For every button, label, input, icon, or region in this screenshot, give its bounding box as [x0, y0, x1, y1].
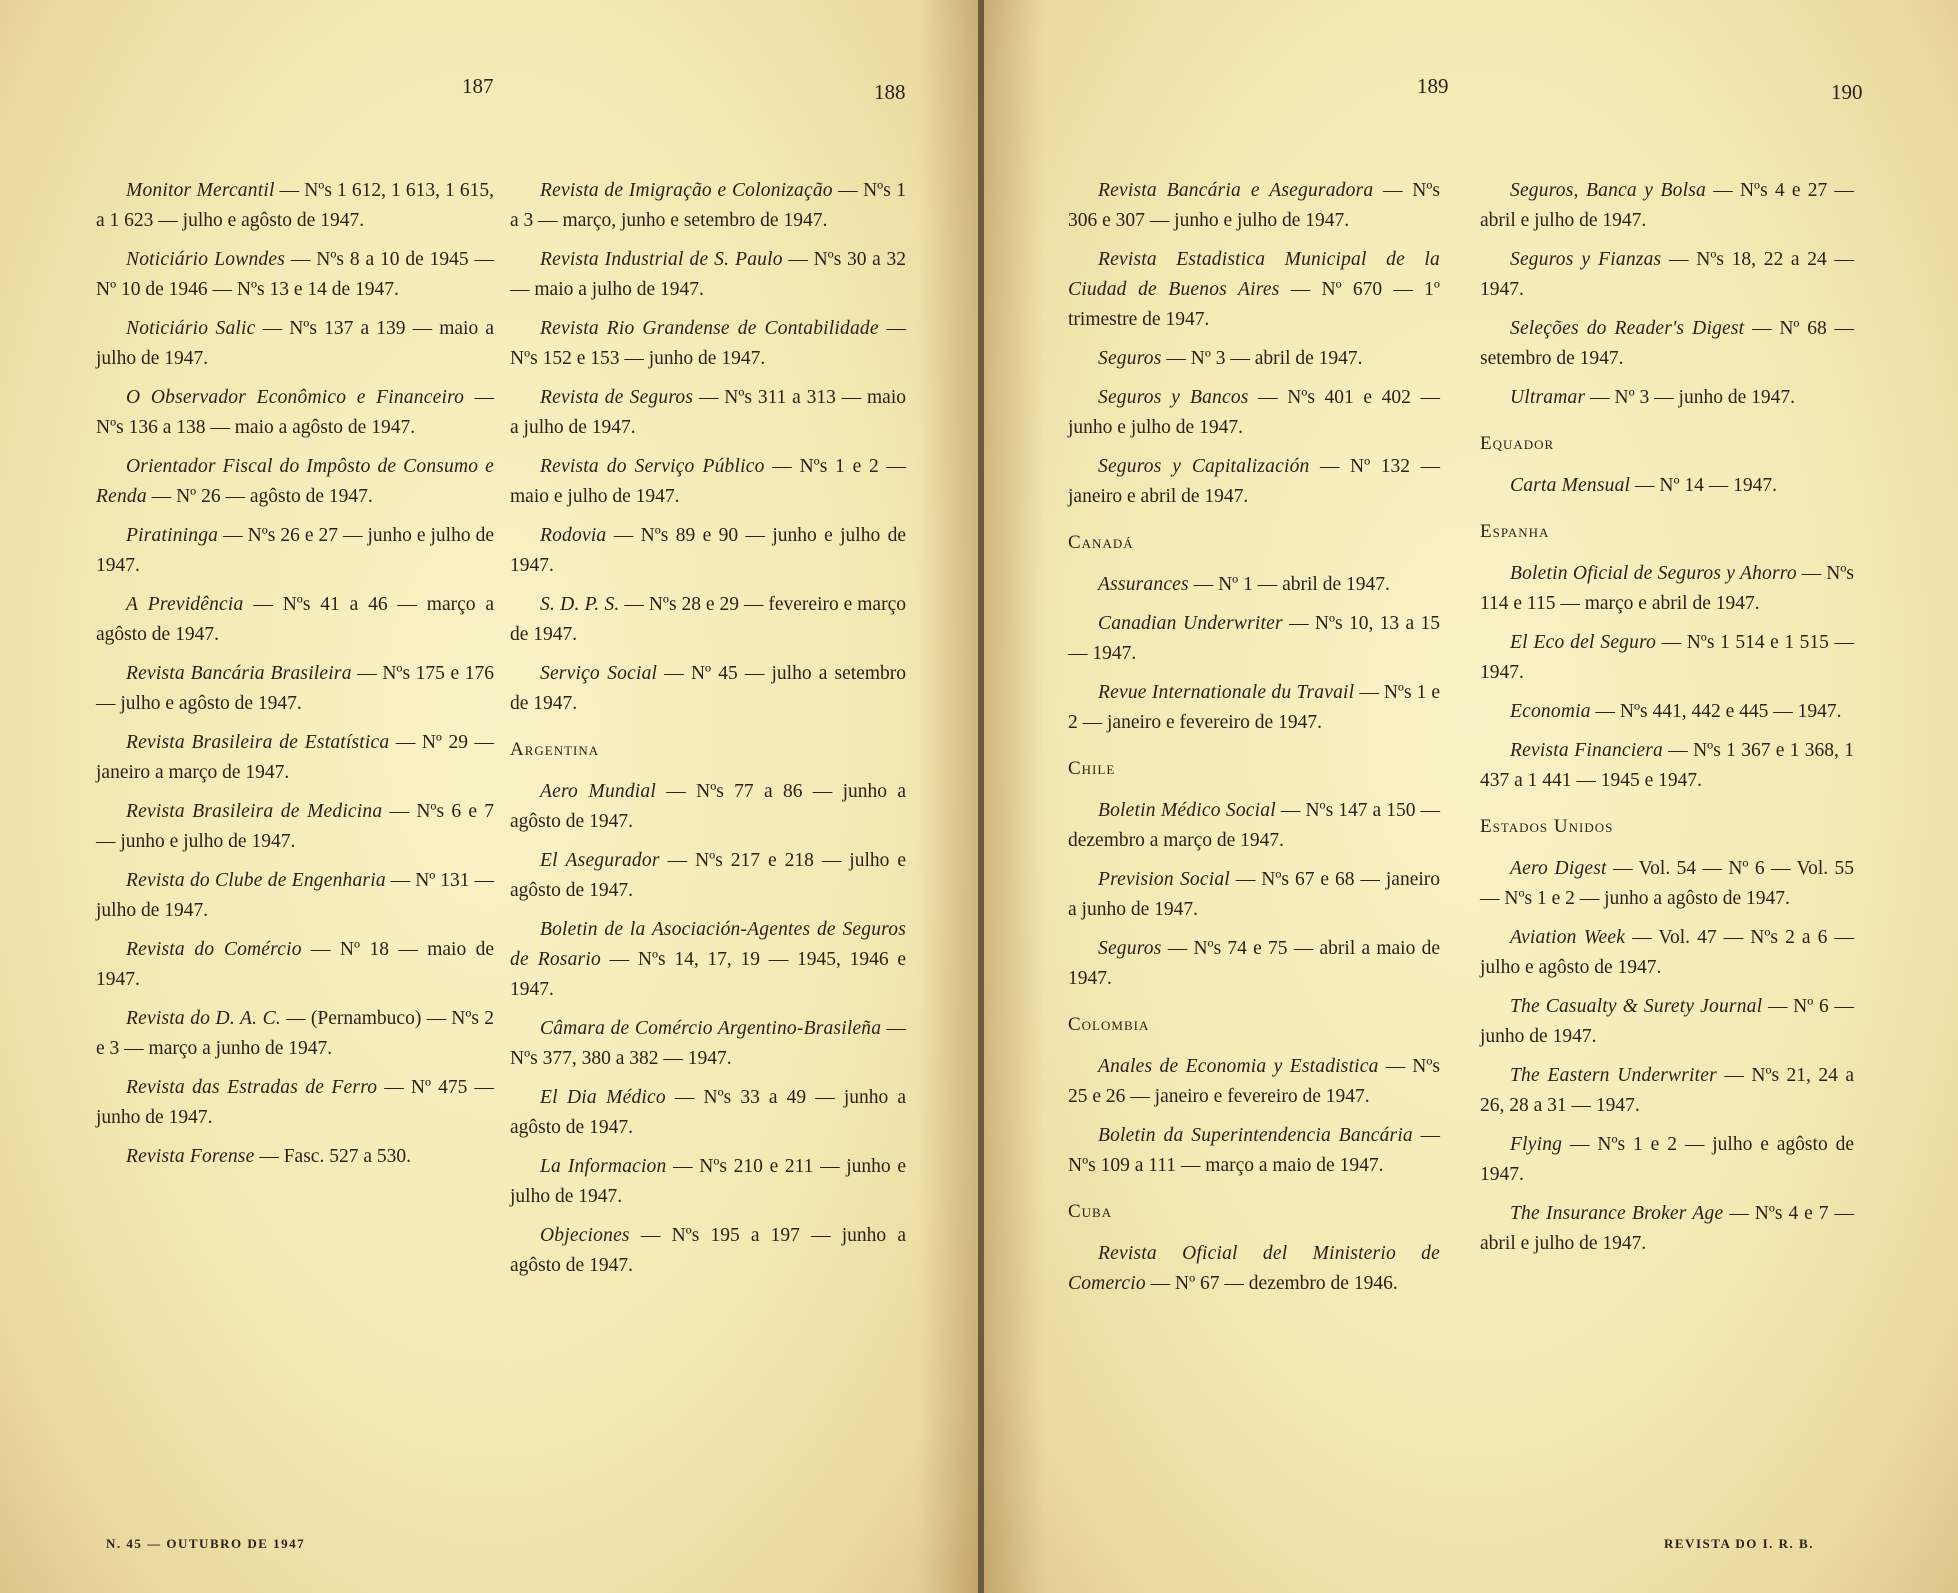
periodical-issues: — Nº 475 — junho de 1947. [96, 1077, 494, 1128]
periodical-issues: — Nº 45 — julho a setembro de 1947. [510, 663, 906, 714]
periodical-title: Revista Forense [126, 1146, 255, 1167]
periodical-entry [1480, 1199, 1854, 1259]
periodical-title: O Observador Econômico e Financeiro [126, 387, 465, 408]
periodical-title: Orientador Fiscal do Impôsto de Consumo e Renda [96, 456, 494, 507]
periodical-title: Revista Industrial de S. Paulo [540, 249, 783, 270]
periodical-entry [510, 1014, 906, 1074]
periodical-issues: — Nºs 136 a 138 — maio a agôsto de 1947. [96, 387, 494, 438]
periodical-entry [510, 314, 906, 374]
periodical-issues: — Nºs 152 e 153 — junho de 1947. [510, 318, 907, 369]
periodical-issues: — Nºs 401 e 402 — junho e julho de 1947. [1068, 387, 1440, 438]
periodical-issues: — Nºs 14, 17, 19 — 1945, 1946 e 1947. [510, 949, 906, 1000]
periodical-title: Flying [1510, 1134, 1563, 1155]
periodical-entry [1480, 923, 1854, 983]
periodical-title: Revista Brasileira de Estatística [126, 732, 390, 753]
periodical-title: El Asegurador [540, 850, 660, 871]
periodical-title: Noticiário Salic [126, 318, 256, 339]
country-heading: Espanha [1480, 521, 1550, 542]
periodical-title: Revista do D. A. C. [126, 1008, 281, 1029]
periodical-issues: — Nºs 175 e 176 — julho e agôsto de 1947. [96, 663, 494, 714]
periodical-entry [1068, 1121, 1440, 1181]
periodical-title: El Eco del Seguro [1510, 632, 1657, 653]
periodical-entry [96, 383, 494, 443]
periodical-title: Assurances [1098, 574, 1189, 595]
periodical-entry [1480, 245, 1854, 305]
periodical-entry [1068, 245, 1440, 335]
periodical-issues: — Nºs 89 e 90 — junho e julho de 1947. [510, 525, 906, 576]
periodical-title: Aviation Week [1510, 927, 1626, 948]
periodical-title: Revista Rio Grandense de Contabilidade [540, 318, 879, 339]
periodical-title: Revista Oficial del Ministerio de Comercio [1068, 1243, 1440, 1294]
periodical-entry [96, 1142, 494, 1172]
periodical-issues: — Nº 6 — junho de 1947. [1480, 996, 1854, 1047]
periodical-title: The Insurance Broker Age [1510, 1203, 1724, 1224]
periodical-title: Revista do Clube de Engenharia [126, 870, 386, 891]
periodical-title: Boletin da Superintendencia Bancária [1098, 1125, 1413, 1146]
periodical-issues: — Nº 132 — janeiro e abril de 1947. [1068, 456, 1440, 507]
footer-issue: N. 45 — OUTUBRO DE 1947 [106, 1536, 306, 1551]
periodical-entry [1068, 344, 1440, 374]
country-heading: Estados Unidos [1480, 816, 1614, 837]
periodical-title: Boletin Oficial de Seguros y Ahorro [1510, 563, 1797, 584]
periodical-entry [510, 846, 906, 906]
periodical-entry [1068, 452, 1440, 512]
periodical-title: Boletin Médico Social [1098, 800, 1276, 821]
periodical-title: Ultramar [1510, 387, 1586, 408]
page-number-187: 187 [462, 74, 494, 98]
periodical-entry [96, 935, 494, 995]
right-page [984, 0, 1958, 1593]
gutter-shadow [918, 0, 978, 1593]
periodical-entry [1480, 1061, 1854, 1121]
periodical-issues: — Nºs 147 a 150 — dezembro a março de 1947. [1068, 800, 1441, 851]
periodical-title: Seguros [1098, 348, 1162, 369]
periodical-title: Piratininga [126, 525, 219, 546]
periodical-title: Revista Bancária e Aseguradora [1098, 180, 1374, 201]
periodical-entry [96, 728, 494, 788]
periodical-entry [1068, 796, 1440, 856]
periodical-entry [510, 1221, 906, 1281]
periodical-title: S. D. P. S. [540, 594, 620, 615]
periodical-issues: — Nºs 28 e 29 — fevereiro e março de 1947. [510, 594, 906, 645]
periodical-entry [1068, 865, 1440, 925]
periodical-entry [1480, 383, 1854, 413]
periodical-entry [510, 915, 906, 1005]
column-page-187 [96, 176, 494, 1181]
periodical-title: Revista de Imigração e Colonização [540, 180, 833, 201]
periodical-entry [1480, 1130, 1854, 1190]
periodical-issues: — Nºs 4 e 27 — abril e julho de 1947. [1480, 180, 1855, 231]
country-heading: Equador [1480, 433, 1555, 454]
periodical-title: Boletin de la Asociación-Agentes de Seguros de Rosario [510, 919, 906, 970]
periodical-issues: — Nºs 8 a 10 de 1945 — Nº 10 de 1946 — Nºs 13 e 14 de 1947. [96, 249, 494, 300]
periodical-issues: — Nºs 1 612, 1 613, 1 615, a 1 623 — julho e agôsto de 1947. [96, 180, 494, 231]
periodical-issues: — Nºs 33 a 49 — junho a agôsto de 1947. [510, 1087, 907, 1138]
periodical-entry [1068, 383, 1440, 443]
periodical-entry [510, 176, 906, 236]
periodical-issues: — Nº 131 — julho de 1947. [96, 870, 494, 921]
periodical-issues: — Nºs 1 a 3 — março, junho e setembro de 1947. [510, 180, 906, 231]
country-heading: Colombia [1068, 1014, 1150, 1035]
periodical-title: Revista de Seguros [540, 387, 694, 408]
page-number-189: 189 [1417, 74, 1449, 98]
periodical-issues: — Nºs 26 e 27 — junho e julho de 1947. [96, 525, 494, 576]
periodical-title: Revista Financiera [1510, 740, 1663, 761]
periodical-issues: — Nºs 210 e 211 — junho e julho de 1947. [510, 1156, 906, 1207]
periodical-title: A Previdência [126, 594, 244, 615]
periodical-entry [1480, 854, 1854, 914]
periodical-entry [96, 452, 494, 512]
periodical-title: Seleções do Reader's Digest [1510, 318, 1745, 339]
periodical-title: Anales de Economia y Estadistica [1098, 1056, 1379, 1077]
periodical-title: Revista do Comércio [126, 939, 302, 960]
periodical-title: Revue Internationale du Travail [1098, 682, 1355, 703]
periodical-entry [1068, 609, 1440, 669]
country-heading: Chile [1068, 758, 1116, 779]
periodical-issues: — Nº 1 — abril de 1947. [1188, 574, 1390, 595]
periodical-issues: — Nº 14 — 1947. [1630, 475, 1778, 496]
periodical-title: Revista das Estradas de Ferro [126, 1077, 378, 1098]
country-heading: Canadá [1068, 532, 1134, 553]
periodical-entry [510, 452, 906, 512]
periodical-issues: — Nºs 1 367 e 1 368, 1 437 a 1 441 — 1945 e 1947. [1480, 740, 1854, 791]
gutter-shadow [984, 0, 1044, 1593]
periodical-entry [1068, 1239, 1440, 1299]
periodical-entry [1480, 176, 1854, 236]
periodical-issues: — Nº 3 — junho de 1947. [1585, 387, 1795, 408]
country-heading: Argentina [510, 739, 600, 760]
periodical-issues: — Nºs 109 a 111 — março a maio de 1947. [1068, 1125, 1440, 1176]
periodical-entry [1068, 934, 1440, 994]
periodical-title: The Casualty & Surety Journal [1510, 996, 1763, 1017]
periodical-issues: — Nºs 1 e 2 — julho e agôsto de 1947. [1480, 1134, 1854, 1185]
periodical-entry [1068, 570, 1440, 600]
periodical-title: Carta Mensual [1510, 475, 1631, 496]
periodical-issues: — Nºs 441, 442 e 445 — 1947. [1590, 701, 1842, 722]
periodical-issues: — (Pernambuco) — Nºs 2 e 3 — março a junho de 1947. [96, 1008, 494, 1059]
periodical-title: La Informacion [540, 1156, 667, 1177]
periodical-entry [96, 314, 494, 374]
periodical-issues: — Nº 670 — 1º trimestre de 1947. [1068, 279, 1440, 330]
periodical-title: Seguros y Fianzas [1510, 249, 1662, 270]
periodical-entry [96, 521, 494, 581]
periodical-issues: — Nº 68 — setembro de 1947. [1480, 318, 1854, 369]
periodical-entry [1480, 471, 1854, 501]
periodical-entry [510, 659, 906, 719]
periodical-title: El Dia Médico [540, 1087, 666, 1108]
periodical-entry [96, 590, 494, 650]
periodical-title: Revista Bancária Brasileira [126, 663, 352, 684]
periodical-issues: — Vol. 47 — Nºs 2 a 6 — julho e agôsto de 1947. [1480, 927, 1854, 978]
periodical-entry [96, 1004, 494, 1064]
page-number-188: 188 [874, 80, 906, 104]
periodical-issues: — Nºs 18, 22 a 24 — 1947. [1480, 249, 1854, 300]
periodical-issues: — Nºs 74 e 75 — abril a maio de 1947. [1068, 938, 1440, 989]
column-page-188 [510, 176, 906, 1290]
column-page-189 [1068, 176, 1440, 1308]
periodical-title: The Eastern Underwriter [1510, 1065, 1717, 1086]
periodical-issues: — Nºs 137 a 139 — maio a julho de 1947. [96, 318, 494, 369]
periodical-issues: — Nºs 10, 13 a 15 — 1947. [1068, 613, 1440, 664]
periodical-issues: — Nºs 306 e 307 — junho e julho de 1947. [1068, 180, 1440, 231]
periodical-entry [1068, 678, 1440, 738]
periodical-issues: — Fasc. 527 a 530. [254, 1146, 411, 1167]
periodical-entry [96, 176, 494, 236]
periodical-entry [1480, 992, 1854, 1052]
periodical-issues: — Nºs 30 a 32 — maio a julho de 1947. [510, 249, 906, 300]
periodical-issues: — Nº 29 — janeiro a março de 1947. [96, 732, 494, 783]
periodical-title: Seguros y Capitalización [1098, 456, 1310, 477]
periodical-title: Monitor Mercantil [126, 180, 275, 201]
periodical-title: Câmara de Comércio Argentino-Brasileña [540, 1018, 882, 1039]
periodical-title: Revista do Serviço Público [540, 456, 765, 477]
periodical-title: Rodovia [540, 525, 607, 546]
periodical-issues: — Nºs 4 e 7 — abril e julho de 1947. [1480, 1203, 1855, 1254]
periodical-entry [510, 590, 906, 650]
periodical-issues: — Nºs 377, 380 a 382 — 1947. [510, 1018, 907, 1069]
periodical-entry [1480, 628, 1854, 688]
periodical-entry [1480, 736, 1854, 796]
periodical-entry [510, 521, 906, 581]
column-page-190 [1480, 176, 1854, 1268]
periodical-issues: — Nºs 77 a 86 — junho a agôsto de 1947. [510, 781, 906, 832]
periodical-entry [1480, 697, 1854, 727]
periodical-entry [510, 245, 906, 305]
periodical-entry [96, 1073, 494, 1133]
periodical-entry [96, 866, 494, 926]
periodical-title: Seguros y Bancos [1098, 387, 1249, 408]
periodical-issues: — Nºs 1 e 2 — maio e julho de 1947. [510, 456, 907, 507]
left-page [0, 0, 978, 1593]
periodical-issues: — Nºs 67 e 68 — janeiro a junho de 1947. [1068, 869, 1441, 920]
periodical-issues: — Nºs 6 e 7 — junho e julho de 1947. [96, 801, 494, 852]
periodical-entry [1068, 1052, 1440, 1112]
periodical-entry [1480, 314, 1854, 374]
periodical-entry [510, 1152, 906, 1212]
periodical-title: Serviço Social [540, 663, 658, 684]
periodical-entry [510, 383, 906, 443]
periodical-issues: — Nº 3 — abril de 1947. [1161, 348, 1363, 369]
periodical-title: Revista Brasileira de Medicina [126, 801, 383, 822]
periodical-title: Aero Mundial [540, 781, 656, 802]
periodical-issues: — Nºs 311 a 313 — maio a julho de 1947. [510, 387, 907, 438]
periodical-entry [96, 245, 494, 305]
periodical-title: Aero Digest [1510, 858, 1607, 879]
periodical-title: Revista Estadistica Municipal de la Ciudad de Buenos Aires [1068, 249, 1440, 300]
periodical-entry [96, 797, 494, 857]
periodical-issues: — Nº 18 — maio de 1947. [96, 939, 494, 990]
periodical-issues: — Nºs 1 e 2 — janeiro e fevereiro de 1947. [1068, 682, 1440, 733]
periodical-issues: — Nºs 25 e 26 — janeiro e fevereiro de 1947. [1068, 1056, 1440, 1107]
footer-publication: REVISTA DO I. R. B. [1664, 1536, 1814, 1551]
periodical-title: Noticiário Lowndes [126, 249, 285, 270]
periodical-title: Canadian Underwriter [1098, 613, 1283, 634]
periodical-issues: — Nº 26 — agôsto de 1947. [146, 486, 373, 507]
periodical-title: Economia [1510, 701, 1591, 722]
periodical-issues: — Nºs 195 a 197 — junho a agôsto de 1947. [510, 1225, 906, 1276]
country-heading: Cuba [1068, 1201, 1113, 1222]
periodical-entry [1068, 176, 1440, 236]
periodical-issues: — Nºs 217 e 218 — julho e agôsto de 1947. [510, 850, 906, 901]
periodical-title: Objeciones [540, 1225, 630, 1246]
periodical-issues: — Nºs 21, 24 a 26, 28 a 31 — 1947. [1480, 1065, 1854, 1116]
periodical-issues: — Nºs 1 514 e 1 515 — 1947. [1480, 632, 1854, 683]
periodical-issues: — Nºs 41 a 46 — março a agôsto de 1947. [96, 594, 494, 645]
periodical-entry [510, 1083, 906, 1143]
periodical-title: Prevision Social [1098, 869, 1230, 890]
periodical-title: Seguros [1098, 938, 1162, 959]
page-number-190: 190 [1831, 80, 1863, 104]
periodical-issues: — Nº 67 — dezembro de 1946. [1145, 1273, 1398, 1294]
periodical-issues: — Vol. 54 — Nº 6 — Vol. 55 — Nºs 1 e 2 — junho a agôsto de 1947. [1480, 858, 1855, 909]
periodical-issues: — Nºs 114 e 115 — março e abril de 1947. [1480, 563, 1854, 614]
periodical-title: Seguros, Banca y Bolsa [1510, 180, 1706, 201]
periodical-entry [1480, 559, 1854, 619]
periodical-entry [510, 777, 906, 837]
periodical-entry [96, 659, 494, 719]
